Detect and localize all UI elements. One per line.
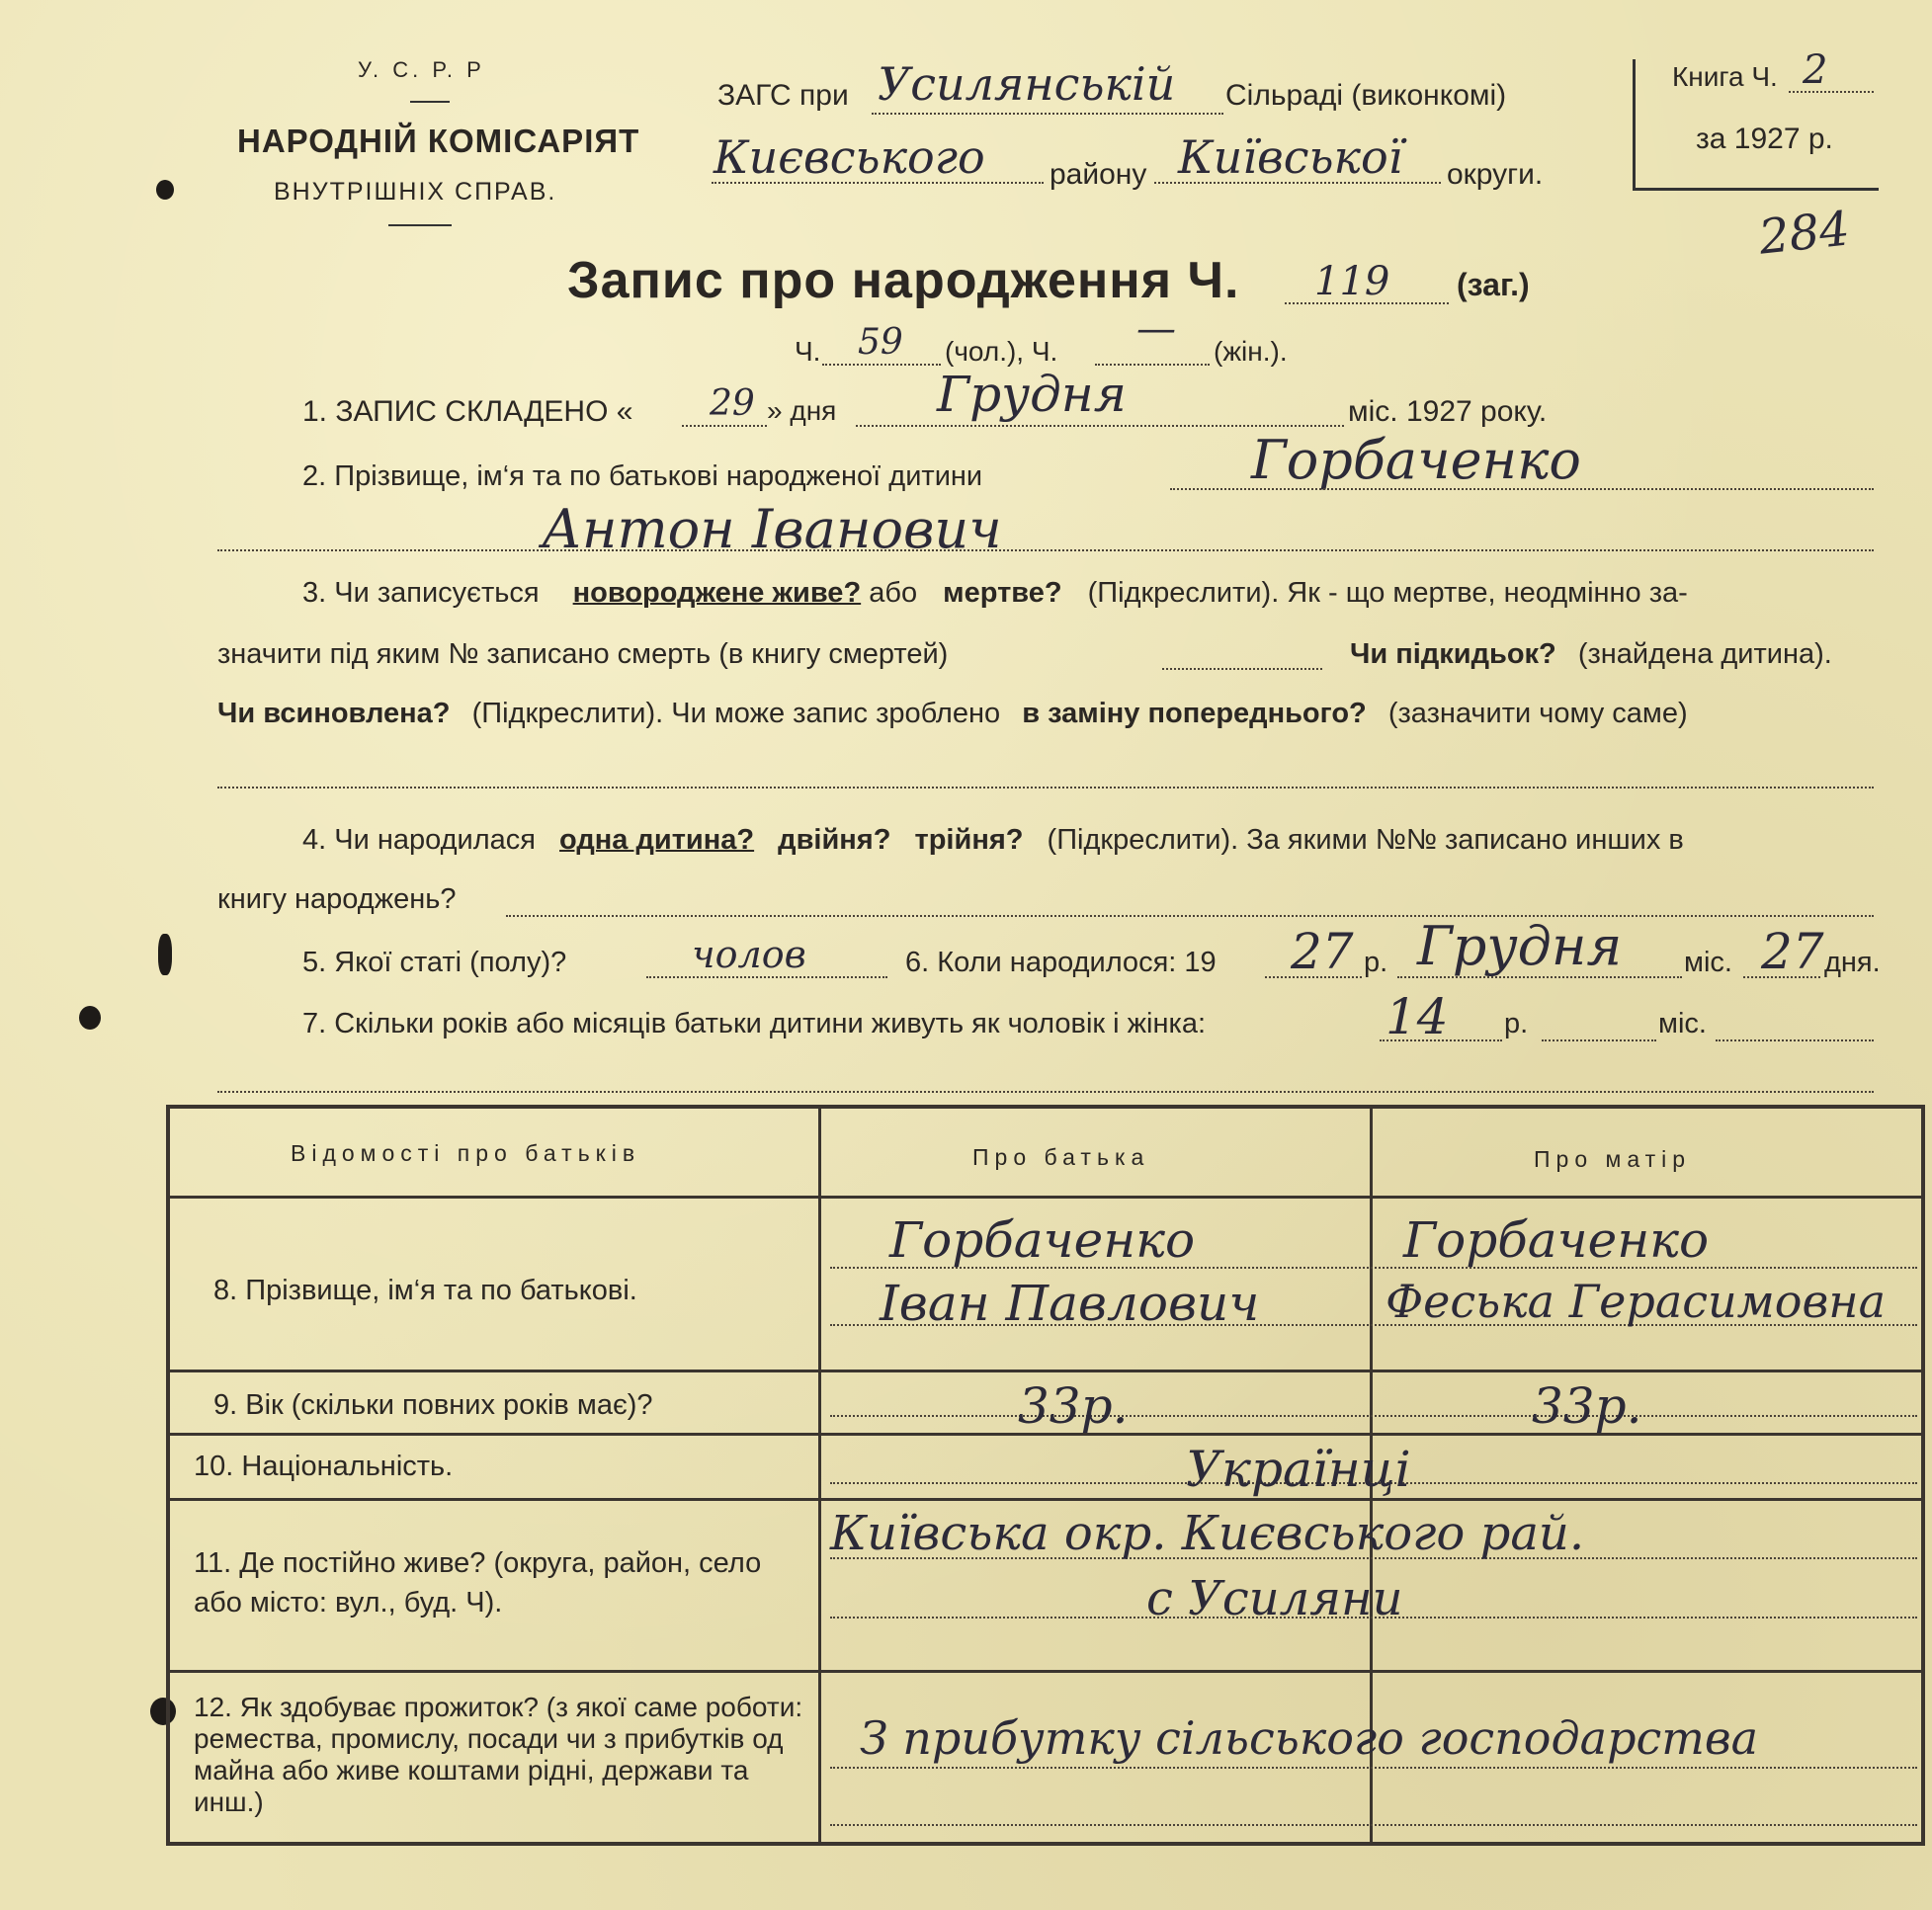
archive-number-handwritten: 284 (1756, 201, 1853, 266)
republic-label: У. С. Р. Р (358, 57, 485, 82)
okruha-handwritten: Київської (1178, 130, 1403, 184)
item2-label: 2. Прізвище, ім‘я та по батькові народженої дитини (302, 460, 983, 492)
table-row-divider (166, 1670, 1925, 1673)
row9-label: 9. Вік (скільки повних років має)? (213, 1389, 653, 1421)
divider (388, 224, 452, 226)
item3-end3: (зазначити чому саме) (1387, 698, 1688, 729)
option-adopted: Чи всиновлена? (217, 698, 451, 729)
item2-surname-handwritten: Горбаченко (1251, 429, 1581, 491)
item3-line1 (302, 577, 1688, 610)
item6-label: 6. Коли народилося: 19 (905, 947, 1217, 978)
row11-label: 11. Де постійно живе? (округа, район, село або місто: вул., буд. Ч). (194, 1547, 762, 1619)
option-foundling: Чи підкидьок? (1350, 638, 1556, 670)
dotted-line (712, 182, 1044, 184)
dotted-line (1397, 976, 1682, 978)
mother-surname-handwritten: Горбаченко (1403, 1211, 1710, 1269)
item6-month-unit: міс. (1684, 947, 1732, 978)
record-title: Запис про народження Ч. (567, 252, 1240, 309)
dotted-line (506, 915, 1874, 917)
item3-line3 (217, 698, 1688, 730)
dotted-line (646, 976, 887, 978)
mother-age-handwritten: 33р. (1532, 1377, 1642, 1435)
book-year: за 1927 р. (1696, 123, 1833, 155)
department-title: ВНУТРІШНІХ СПРАВ. (274, 178, 557, 206)
dotted-line (1716, 1039, 1874, 1041)
item1-prefix: 1. ЗАПИС СКЛАДЕНО « (302, 395, 633, 428)
dotted-line (830, 1767, 1917, 1769)
item3-rest: (Підкреслити). Як - що мертве, неодмінно за- (1087, 577, 1688, 609)
zags-prefix: ЗАГС при (717, 79, 849, 112)
female-label: (жін.). (1214, 336, 1288, 367)
row8-label: 8. Прізвище, ім‘я та по батькові. (213, 1275, 637, 1306)
item3-prefix: 3. Чи записується (302, 577, 540, 609)
rada-label: Сільраді (виконкомі) (1225, 79, 1507, 112)
female-number-handwritten: — (1136, 306, 1176, 352)
item4-prefix: 4. Чи народилася (302, 824, 536, 856)
father-surname-handwritten: Горбаченко (889, 1211, 1196, 1269)
dotted-line (1154, 182, 1441, 184)
item3-foundling-note: (знайдена дитина). (1577, 638, 1832, 670)
mother-name-handwritten: Феська Герасимовна (1386, 1275, 1886, 1328)
punch-hole (156, 180, 174, 200)
item1-suffix: міс. 1927 року. (1348, 395, 1548, 428)
item7-years-unit: р. (1504, 1008, 1529, 1039)
father-age-handwritten: 33р. (1018, 1377, 1129, 1435)
table-header-father: Про батька (972, 1144, 1150, 1170)
dotted-line (1265, 976, 1362, 978)
father-name-handwritten: Іван Павлович (880, 1275, 1260, 1332)
item4-rest: (Підкреслити). За якими №№ записано инших в (1047, 824, 1684, 856)
punch-hole (79, 1006, 101, 1030)
item5-sex-handwritten: чолов (692, 933, 806, 976)
table-row-divider (166, 1498, 1925, 1501)
row10-label: 10. Національність. (194, 1451, 454, 1482)
item4-line1 (302, 824, 1684, 857)
divider (410, 101, 450, 103)
dotted-line (1170, 488, 1874, 490)
item7-label: 7. Скільки років або місяців батьки дитини живуть як чоловік і жінка: (302, 1008, 1207, 1039)
book-label: Книга Ч. (1672, 61, 1778, 92)
dotted-line (1542, 1039, 1656, 1041)
table-header-mother: Про матір (1534, 1146, 1692, 1172)
table-header-info: Відомості про батьків (291, 1140, 641, 1166)
row12-label: 12. Як здобуває прожиток? (з якої саме роботи: ремества, промислу, посади чи з прибутків од майна або живе коштами рідні, держави та инш.) (194, 1692, 803, 1817)
residence-line2-handwritten: с Усиляни (1146, 1571, 1403, 1626)
item3-line2-text: значити під яким № записано смерть (в книгу смертей) (217, 638, 949, 670)
dotted-line (830, 1415, 1917, 1417)
dotted-line (1743, 976, 1820, 978)
commissariat-title: НАРОДНІЙ КОМІСАРІЯТ (237, 123, 640, 159)
dotted-line (1162, 668, 1322, 670)
male-label: (чол.), Ч. (945, 336, 1058, 367)
item6-day-handwritten: 27 (1761, 923, 1824, 980)
dotted-line (1380, 1039, 1502, 1041)
district-handwritten: Києвського (714, 130, 985, 184)
dotted-line (217, 1091, 1874, 1093)
dotted-line (217, 549, 1874, 551)
dotted-line (872, 113, 1223, 115)
nationality-handwritten: Українці (1186, 1441, 1411, 1498)
table-row-divider (166, 1196, 1925, 1199)
option-alive: новороджене живе? (572, 577, 862, 609)
option-one-child: одна дитина? (559, 824, 755, 856)
option-replacement: в заміну попереднього? (1022, 698, 1367, 729)
table-column-divider (818, 1105, 821, 1846)
dotted-line (1285, 302, 1449, 304)
item3-or: або (869, 577, 918, 609)
dotted-line (682, 425, 767, 427)
district-label: району (1050, 158, 1147, 191)
item4-line2: книгу народжень? (217, 883, 457, 915)
option-twins: двійня? (778, 824, 891, 856)
item6-month-handwritten: Грудня (1417, 915, 1623, 977)
item7-months-unit: міс. (1658, 1008, 1707, 1039)
item5-label: 5. Якої статі (полу)? (302, 947, 567, 978)
dotted-line (1789, 91, 1874, 93)
dotted-line (830, 1824, 1917, 1826)
punch-hole (158, 934, 172, 975)
male-number-handwritten: 59 (858, 322, 903, 363)
item7-years-handwritten: 14 (1386, 988, 1449, 1045)
item6-year-unit: р. (1364, 947, 1388, 978)
okruha-label: округи. (1447, 158, 1544, 191)
item2-name-handwritten: Антон Іванович (542, 498, 1002, 560)
record-number-handwritten: 119 (1314, 259, 1390, 304)
item6-day-unit: дня. (1824, 947, 1881, 978)
residence-line1-handwritten: Київська окр. Києвського рай. (830, 1506, 1585, 1561)
item6-year-handwritten: 27 (1291, 923, 1354, 980)
livelihood-handwritten: З прибутку сільського господарства (860, 1711, 1759, 1765)
table-row-divider (166, 1370, 1925, 1372)
option-dead: мертве? (943, 577, 1062, 609)
item3-foundling (1350, 638, 1832, 671)
dotted-line (856, 425, 1344, 427)
item1-day-handwritten: 29 (710, 383, 755, 424)
item1-month-handwritten: Грудня (937, 366, 1127, 423)
zags-village-handwritten: Усилянській (878, 57, 1176, 111)
book-number-handwritten: 2 (1803, 47, 1828, 93)
record-title-suffix: (заг.) (1457, 267, 1530, 302)
dotted-line (217, 787, 1874, 789)
item1-mid: » дня (767, 395, 837, 426)
male-number-prefix: Ч. (795, 336, 821, 367)
item3-line2 (217, 638, 948, 671)
dotted-line (822, 364, 941, 366)
option-triplets: трійня? (914, 824, 1024, 856)
item3-mid3: (Підкреслити). Чи може запис зроблено (471, 698, 1001, 729)
